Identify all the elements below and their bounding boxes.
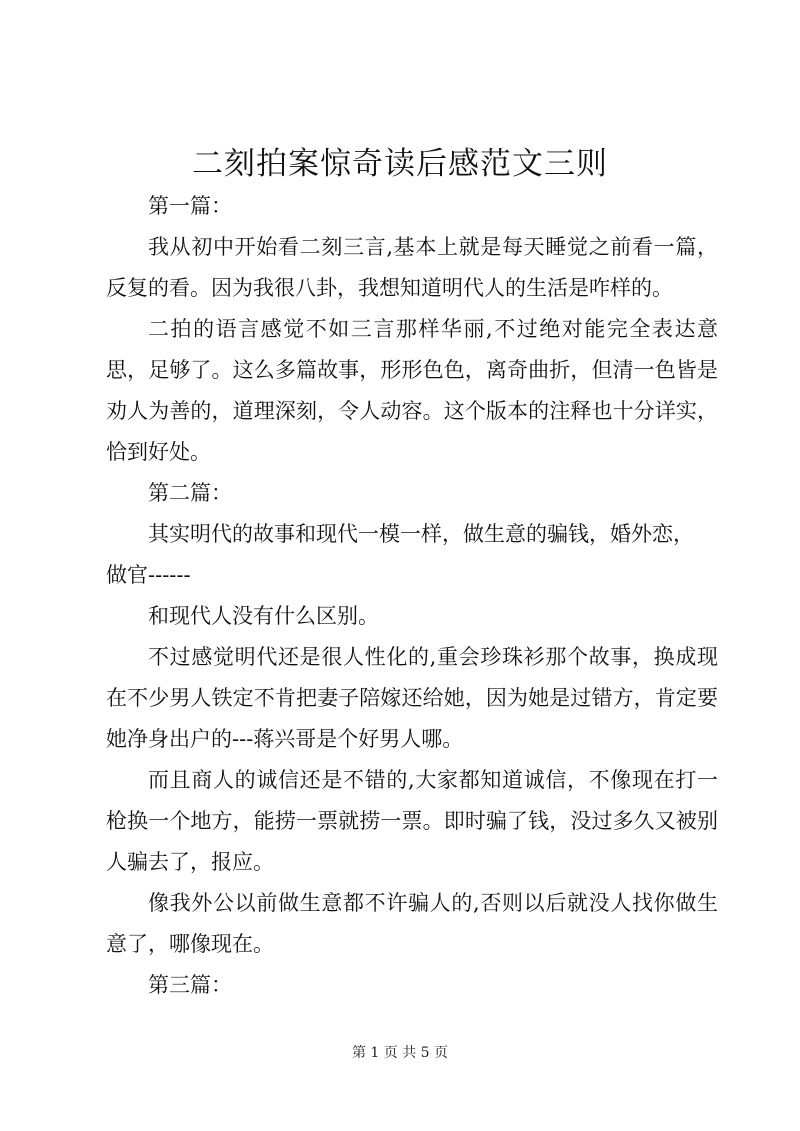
- document-body: [106, 186, 718, 1006]
- paragraph: 不过感觉明代还是很人性化的,重会珍珠衫那个故事，换成现在不少男人铁定不肯把妻子陪嫁还给她，因为她是过错方，肯定要她净身出户的---蒋兴哥是个好男人哪。: [106, 645, 718, 751]
- section-heading-2: 第二篇：: [148, 481, 232, 505]
- section-heading-1: 第一篇：: [148, 194, 232, 218]
- paragraph: 和现代人没有什么区别。: [148, 604, 379, 628]
- section-heading-3: 第三篇：: [148, 973, 232, 997]
- paragraph: 二拍的语言感觉不如三言那样华丽,不过绝对能完全表达意思，足够了。这么多篇故事，形形色色，离奇曲折，但清一色皆是劝人为善的，道理深刻，令人动容。这个版本的注释也十分详实，恰到好处。: [106, 317, 718, 464]
- page-number-footer: 第 1 页 共 5 页: [351, 1045, 449, 1061]
- paragraph: 像我外公以前做生意都不许骗人的,否则以后就没人找你做生意了，哪像现在。: [106, 891, 718, 956]
- paragraph: 而且商人的诚信还是不错的,大家都知道诚信，不像现在打一枪换一个地方，能捞一票就捞一票。即时骗了钱，没过多久又被别人骗去了，报应。: [106, 768, 718, 874]
- document-title: 二刻拍案惊奇读后感范文三则: [192, 146, 608, 182]
- paragraph-continuation: 做官------: [106, 563, 191, 587]
- paragraph: 我从初中开始看二刻三言,基本上就是每天睡觉之前看一篇，反复的看。因为我很八卦，我想知道明代人的生活是咋样的。: [106, 235, 718, 300]
- paragraph: 其实明代的故事和现代一模一样，做生意的骗钱，婚外恋，: [148, 522, 694, 546]
